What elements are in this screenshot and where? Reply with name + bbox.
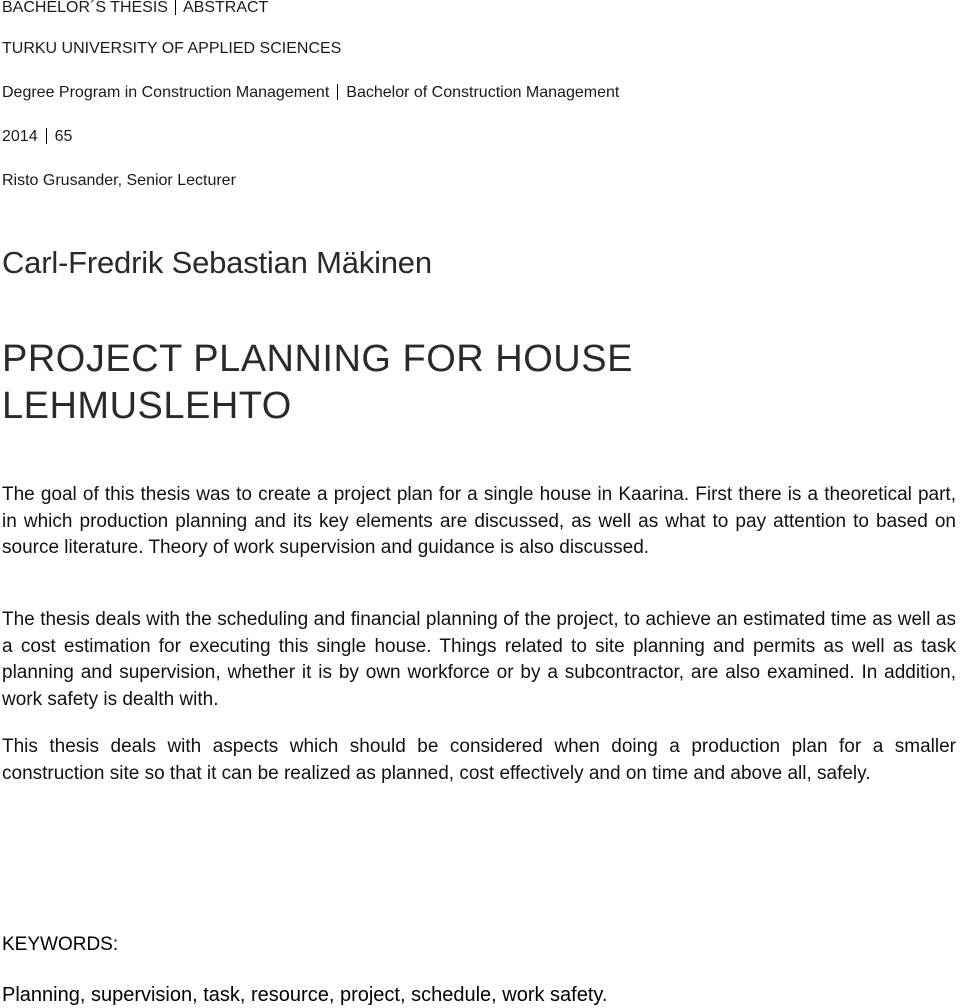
institution: TURKU UNIVERSITY OF APPLIED SCIENCES bbox=[2, 40, 342, 57]
document-type: BACHELOR´S THESIS bbox=[2, 0, 168, 16]
keywords-label: KEYWORDS: bbox=[2, 934, 119, 955]
abstract-paragraph-1: The goal of this thesis was to create a project plan for a single house in Kaarina. First there is a theoretical part, in which production planning and its key elements are discussed, as well as what to pay attention to based on source literature. Theory of work supervision and guidance is also discussed. bbox=[2, 484, 956, 558]
separator bbox=[175, 0, 176, 15]
supervisor: Risto Grusander, Senior Lecturer bbox=[2, 172, 236, 189]
year: 2014 bbox=[2, 128, 38, 145]
thesis-title-line-1: PROJECT PLANNING FOR HOUSE bbox=[2, 338, 633, 380]
page-count: 65 bbox=[54, 128, 73, 145]
degree: Bachelor of Construction Management bbox=[346, 84, 620, 101]
separator bbox=[46, 128, 47, 144]
abstract-paragraph-2: The thesis deals with the scheduling and financial planning of the project, to achieve an estimated time as well as a cost estimation for executing this single house. Things related to site planning and permits as well as task planning and supervision, whether it is by own workforce or by a subcontractor, are also examined. In addition, work safety is dealth with. bbox=[2, 609, 956, 710]
program-line bbox=[2, 84, 619, 102]
abstract-paragraph-3: This thesis deals with aspects which should be considered when doing a production plan for a smaller construction site so that it can be realized as planned, cost effectively and on time and above all, safely. bbox=[2, 736, 956, 784]
separator bbox=[337, 84, 338, 100]
year-pages-line bbox=[2, 128, 72, 146]
degree-program: Degree Program in Construction Management bbox=[2, 84, 330, 101]
document-type-line bbox=[2, 0, 268, 17]
section-label: ABSTRACT bbox=[182, 0, 269, 16]
author-name: Carl-Fredrik Sebastian Mäkinen bbox=[2, 245, 432, 280]
keywords-list: Planning, supervision, task, resource, project, schedule, work safety. bbox=[2, 984, 608, 1006]
thesis-title-line-2: LEHMUSLEHTO bbox=[2, 385, 292, 427]
